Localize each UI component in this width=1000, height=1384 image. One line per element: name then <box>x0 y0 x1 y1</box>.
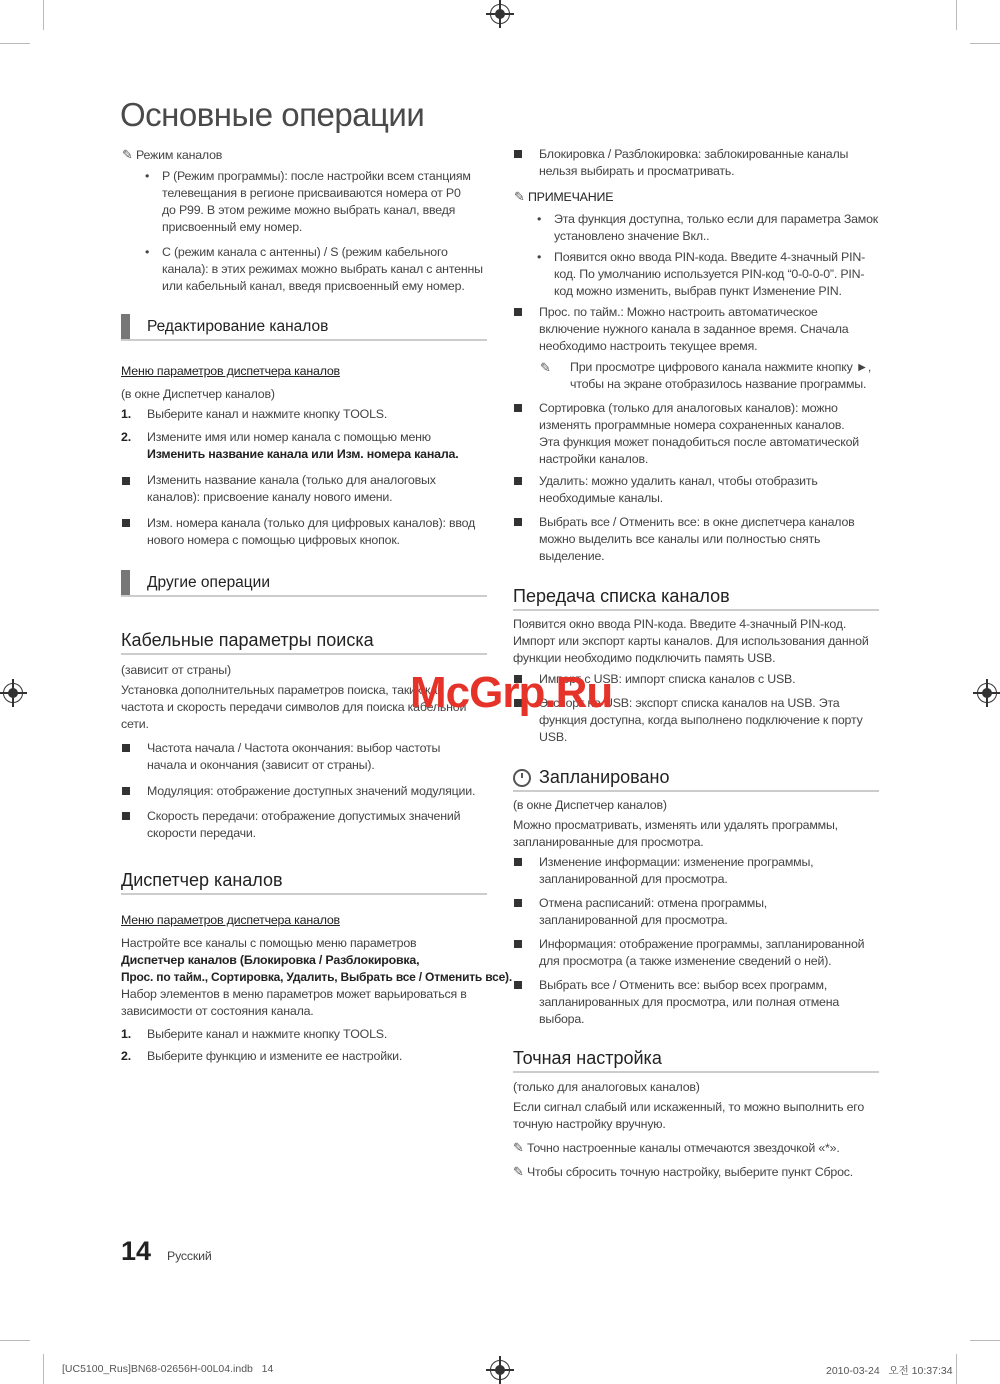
clock-icon <box>513 769 531 787</box>
fine-tune-note-2: ✎ Чтобы сбросить точную настройку, выберите пункт Сброс. <box>513 1164 854 1179</box>
cancel-schedule-item: Отмена расписаний: отмена программы, запланированной для просмотра. <box>539 896 768 927</box>
page-title: Основные операции <box>120 96 425 133</box>
bullet-square <box>514 899 522 907</box>
export-item: Экспорт на USB: экспорт списка каналов на USB. Эта функция доступна, когда выполнено подключение к порту USB. <box>539 696 863 744</box>
import-item: Импорт с USB: импорт списка каналов с USB. <box>539 672 796 686</box>
note-pencil-icon: ✎ <box>513 1164 524 1179</box>
bullet-square <box>122 812 130 820</box>
renumber-item: Изм. номера канала (только для цифровых каналов): ввод нового номера с помощью цифровых кнопок. <box>147 516 476 547</box>
select-all-scheduled-item: Выбрать все / Отменить все: выбор всех программ, запланированных для просмотра, или полная отмена выбора. <box>539 978 840 1026</box>
bullet-square <box>514 150 522 158</box>
edit-context: (в окне Диспетчер каналов) <box>121 387 275 401</box>
channel-manager-heading: Диспетчер каналов <box>121 870 487 895</box>
scheduled-context: (в окне Диспетчер каналов) <box>513 798 667 812</box>
select-all-item: Выбрать все / Отменить все: в окне диспетчера каналов можно выделить все каналы или полностью снять выделение. <box>539 515 855 563</box>
scheduled-description: Можно просматривать, изменять или удалять программы, запланированные для просмотра. <box>513 818 838 849</box>
mode-note: ✎ Режим каналов <box>122 147 223 162</box>
print-date-info: 2010-03-24 오전 10:37:34 <box>826 1365 953 1377</box>
bullet-square <box>514 404 522 412</box>
manager-description: Настройте все каналы с помощью меню параметров Диспетчер каналов (Блокировка / Разблокировка, Прос. по тайм., Сортировка, Удалить, Выбрать все / Отменить все). Набор элементов в меню параметров может варьироваться в зависимости от состояния канала. <box>121 936 512 1018</box>
sort-item: Сортировка (только для аналоговых каналов): можно изменять программные номера сохраненных каналов. Эта функция может понадобиться после автоматической настройки каналов. <box>539 401 860 466</box>
manager-step-2: 2. Выберите функцию и измените ее настройки. <box>121 1049 403 1063</box>
bullet-square <box>122 477 130 485</box>
timer-note: ✎ При просмотре цифрового канала нажмите кнопку ►, чтобы на экране отобразилось название программы. <box>540 360 872 391</box>
edit-step-1: 1. Выберите канал и нажмите кнопку TOOLS. <box>121 407 388 421</box>
crop-mark <box>0 1340 30 1341</box>
mode-p-item: • P (Режим программы): после настройки всем станциям телевещания в регионе присваиваются номера от P0 до P99. В этом режиме можно выбрать канал, введя присвоенный ему номер. <box>145 169 471 234</box>
modulation-item: Модуляция: отображение доступных значений модуляции. <box>147 784 476 798</box>
fine-tune-note-1: ✎ Точно настроенные каналы отмечаются звездочкой «*». <box>513 1140 840 1155</box>
page-number: 14 <box>121 1236 152 1266</box>
note-pencil-icon: ✎ <box>514 189 525 204</box>
fine-tune-only: (только для аналоговых каналов) <box>513 1080 700 1094</box>
delete-item: Удалить: можно удалить канал, чтобы отобразить необходимые каналы. <box>539 474 818 505</box>
watermark: McGrp.Ru <box>410 668 613 717</box>
symbol-rate-item: Скорость передачи: отображение допустимых значений скорости передачи. <box>147 809 461 840</box>
frequency-item: Частота начала / Частота окончания: выбор частоты начала и окончания (зависит от страны). <box>147 741 441 772</box>
information-item: Информация: отображение программы, запланированной для просмотра (а также изменение сведений о ней). <box>539 937 865 968</box>
note-item-2: • Появится окно ввода PIN-кода. Введите 4-значный PIN- код. По умолчанию используется PIN-код “0-0-0-0”. PIN- код можно изменить, выбрав пункт Изменение PIN. <box>537 250 866 298</box>
crop-mark <box>43 1354 44 1384</box>
bullet-square <box>514 940 522 948</box>
note-pencil-icon: ✎ <box>540 360 551 375</box>
note-pencil-icon: ✎ <box>513 1140 524 1155</box>
mode-c-item: • C (режим канала с антенны) / S (режим кабельного канала): в этих режимах можно выбрать канал с антенны или кабельный канал, введя присвоенный ему номер. <box>145 245 483 293</box>
bullet-square <box>514 308 522 316</box>
transfer-description: Появится окно ввода PIN-кода. Введите 4-значный PIN-код. Импорт или экспорт карты каналов. Для использования данной функции необходимо подключить память USB. <box>513 617 869 665</box>
note-item-1: • Эта функция доступна, только если для параметра Замок установлено значение Вкл.. <box>537 212 879 243</box>
print-file-info: [UC5100_Rus]BN68-02656H-00L04.indb 14 <box>62 1363 274 1375</box>
cable-search-heading: Кабельные параметры поиска <box>121 630 487 655</box>
cable-country-note: (зависит от страны) <box>121 663 231 677</box>
edit-submenu-title: Меню параметров диспетчера каналов <box>121 364 340 378</box>
crop-mark <box>43 0 44 30</box>
fine-tune-description: Если сигнал слабый или искаженный, то можно выполнить его точную настройку вручную. <box>513 1100 865 1131</box>
manager-step-1: 1. Выберите канал и нажмите кнопку TOOLS. <box>121 1027 388 1041</box>
rename-item: Изменить название канала (только для аналоговых каналов): присвоение каналу нового имени. <box>147 473 436 504</box>
bullet-square <box>514 981 522 989</box>
bullet-square <box>514 858 522 866</box>
manager-submenu-title: Меню параметров диспетчера каналов <box>121 913 340 927</box>
edit-step-2: 2. Измените имя или номер канала с помощью меню Изменить название канала или Изм. номера канала. <box>121 430 459 461</box>
registration-mark-icon <box>490 1360 510 1380</box>
timer-item: Прос. по тайм.: Можно настроить автоматическое включение нужного канала в заданное время. Сначала необходимо настроить текущее время. <box>539 305 849 353</box>
fine-tune-heading: Точная настройка <box>513 1048 879 1073</box>
transfer-heading: Передача списка каналов <box>513 586 879 611</box>
registration-mark-icon <box>977 683 997 703</box>
edit-channels-heading: Редактирование каналов <box>121 318 487 341</box>
bullet-square <box>122 519 130 527</box>
scheduled-heading: Запланировано <box>513 767 879 792</box>
page-language: Русский <box>167 1249 212 1263</box>
crop-mark <box>970 1340 1000 1341</box>
note-label: ✎ ПРИМЕЧАНИЕ <box>514 189 614 204</box>
crop-mark <box>956 1354 957 1384</box>
registration-mark-icon <box>490 4 510 24</box>
crop-mark <box>0 43 30 44</box>
crop-mark <box>970 43 1000 44</box>
crop-mark <box>956 0 957 30</box>
bullet-square <box>514 518 522 526</box>
cable-description: Установка дополнительных параметров поиска, таких как частота и скорость передачи символов для поиска кабельной сети. <box>121 683 467 731</box>
change-info-item: Изменение информации: изменение программы, запланированной для просмотра. <box>539 855 814 886</box>
bullet-square <box>122 744 130 752</box>
lock-item: Блокировка / Разблокировка: заблокированные каналы нельзя выбирать и просматривать. <box>539 147 849 178</box>
other-ops-heading: Другие операции <box>121 574 487 597</box>
bullet-square <box>514 477 522 485</box>
registration-mark-icon <box>3 683 23 703</box>
bullet-square <box>122 787 130 795</box>
note-pencil-icon: ✎ <box>122 147 133 162</box>
